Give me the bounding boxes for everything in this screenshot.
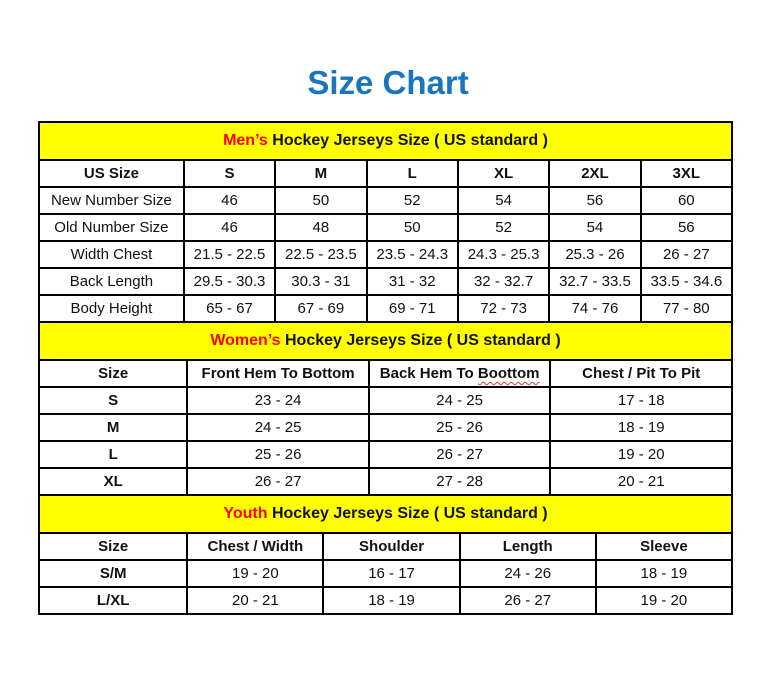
table-row (39, 268, 732, 295)
size-value-cell: 65 - 67 (184, 295, 275, 322)
size-value-cell: 18 - 19 (323, 587, 459, 614)
size-value-cell: 19 - 20 (550, 441, 732, 468)
size-value-cell: 24 - 25 (187, 414, 369, 441)
row-label: XL (39, 468, 187, 495)
row-label: S (39, 387, 187, 414)
size-value-cell: 72 - 73 (458, 295, 549, 322)
column-header: XL (458, 160, 549, 187)
youth-band-title-rest: Hockey Jerseys Size ( US standard ) (267, 505, 548, 522)
size-value-cell: 24 - 26 (460, 560, 596, 587)
size-value-cell: 46 (184, 187, 275, 214)
size-value-cell: 26 - 27 (187, 468, 369, 495)
table-row (39, 187, 732, 214)
table-row (39, 387, 732, 414)
size-value-cell: 52 (367, 187, 458, 214)
womens-section-band (39, 322, 732, 360)
youth-section-band (39, 495, 732, 533)
size-value-cell: 69 - 71 (367, 295, 458, 322)
size-value-cell: 25 - 26 (187, 441, 369, 468)
mens-band-title-rest: Hockey Jerseys Size ( US standard ) (267, 132, 548, 149)
size-value-cell: 32 - 32.7 (458, 268, 549, 295)
size-value-cell: 23 - 24 (187, 387, 369, 414)
column-header: Back Hem To Boottom (369, 360, 551, 387)
womens-band-highlight: Women’s (210, 332, 281, 349)
mens-size-table (38, 121, 733, 323)
table-row (39, 468, 732, 495)
size-value-cell: 18 - 19 (596, 560, 732, 587)
size-value-cell: 26 - 27 (641, 241, 732, 268)
size-value-cell: 33.5 - 34.6 (641, 268, 732, 295)
row-label: Width Chest (39, 241, 184, 268)
size-value-cell: 22.5 - 23.5 (275, 241, 366, 268)
size-value-cell: 17 - 18 (550, 387, 732, 414)
column-header: 2XL (549, 160, 640, 187)
size-value-cell: 46 (184, 214, 275, 241)
size-value-cell: 19 - 20 (596, 587, 732, 614)
row-label: M (39, 414, 187, 441)
column-header: Chest / Width (187, 533, 323, 560)
size-value-cell: 56 (549, 187, 640, 214)
row-label: Back Length (39, 268, 184, 295)
table-row (39, 560, 732, 587)
size-value-cell: 23.5 - 24.3 (367, 241, 458, 268)
size-value-cell: 24.3 - 25.3 (458, 241, 549, 268)
column-header: Front Hem To Bottom (187, 360, 369, 387)
youth-band-highlight: Youth (223, 505, 268, 522)
misspelled-word-squiggle: Boottom (477, 365, 540, 382)
size-value-cell: 52 (458, 214, 549, 241)
column-header: S (184, 160, 275, 187)
row-label: New Number Size (39, 187, 184, 214)
size-value-cell: 77 - 80 (641, 295, 732, 322)
table-row (39, 214, 732, 241)
size-value-cell: 25.3 - 26 (549, 241, 640, 268)
column-header: L (367, 160, 458, 187)
row-label: S/M (39, 560, 187, 587)
size-value-cell: 24 - 25 (369, 387, 551, 414)
size-value-cell: 56 (641, 214, 732, 241)
size-value-cell: 54 (549, 214, 640, 241)
size-value-cell: 30.3 - 31 (275, 268, 366, 295)
size-value-cell: 19 - 20 (187, 560, 323, 587)
row-label: L/XL (39, 587, 187, 614)
column-header: M (275, 160, 366, 187)
size-value-cell: 48 (275, 214, 366, 241)
size-value-cell: 25 - 26 (369, 414, 551, 441)
column-header: 3XL (641, 160, 732, 187)
size-value-cell: 50 (367, 214, 458, 241)
size-value-cell: 50 (275, 187, 366, 214)
mens-band-highlight: Men’s (223, 132, 268, 149)
size-value-cell: 74 - 76 (549, 295, 640, 322)
row-label: Body Height (39, 295, 184, 322)
column-header: Chest / Pit To Pit (550, 360, 732, 387)
size-value-cell: 20 - 21 (550, 468, 732, 495)
size-value-cell: 21.5 - 22.5 (184, 241, 275, 268)
size-value-cell: 26 - 27 (369, 441, 551, 468)
size-value-cell: 20 - 21 (187, 587, 323, 614)
size-value-cell: 26 - 27 (460, 587, 596, 614)
column-header: Length (460, 533, 596, 560)
column-header: Shoulder (323, 533, 459, 560)
womens-band-title-rest: Hockey Jerseys Size ( US standard ) (280, 332, 561, 349)
column-header: Size (39, 533, 187, 560)
size-value-cell: 54 (458, 187, 549, 214)
size-chart-tables (38, 121, 733, 615)
table-row (39, 295, 732, 322)
size-value-cell: 31 - 32 (367, 268, 458, 295)
youth-size-table (38, 494, 733, 615)
table-row (39, 414, 732, 441)
mens-section-band (39, 122, 732, 160)
row-label: L (39, 441, 187, 468)
womens-size-table (38, 321, 733, 496)
size-value-cell: 27 - 28 (369, 468, 551, 495)
size-value-cell: 67 - 69 (275, 295, 366, 322)
size-value-cell: 60 (641, 187, 732, 214)
row-label: Old Number Size (39, 214, 184, 241)
column-header: Sleeve (596, 533, 732, 560)
table-row (39, 587, 732, 614)
size-value-cell: 18 - 19 (550, 414, 732, 441)
page-title: Size Chart (307, 64, 469, 101)
column-header: US Size (39, 160, 184, 187)
table-row (39, 441, 732, 468)
size-value-cell: 16 - 17 (323, 560, 459, 587)
table-row (39, 241, 732, 268)
size-value-cell: 29.5 - 30.3 (184, 268, 275, 295)
size-value-cell: 32.7 - 33.5 (549, 268, 640, 295)
column-header: Size (39, 360, 187, 387)
